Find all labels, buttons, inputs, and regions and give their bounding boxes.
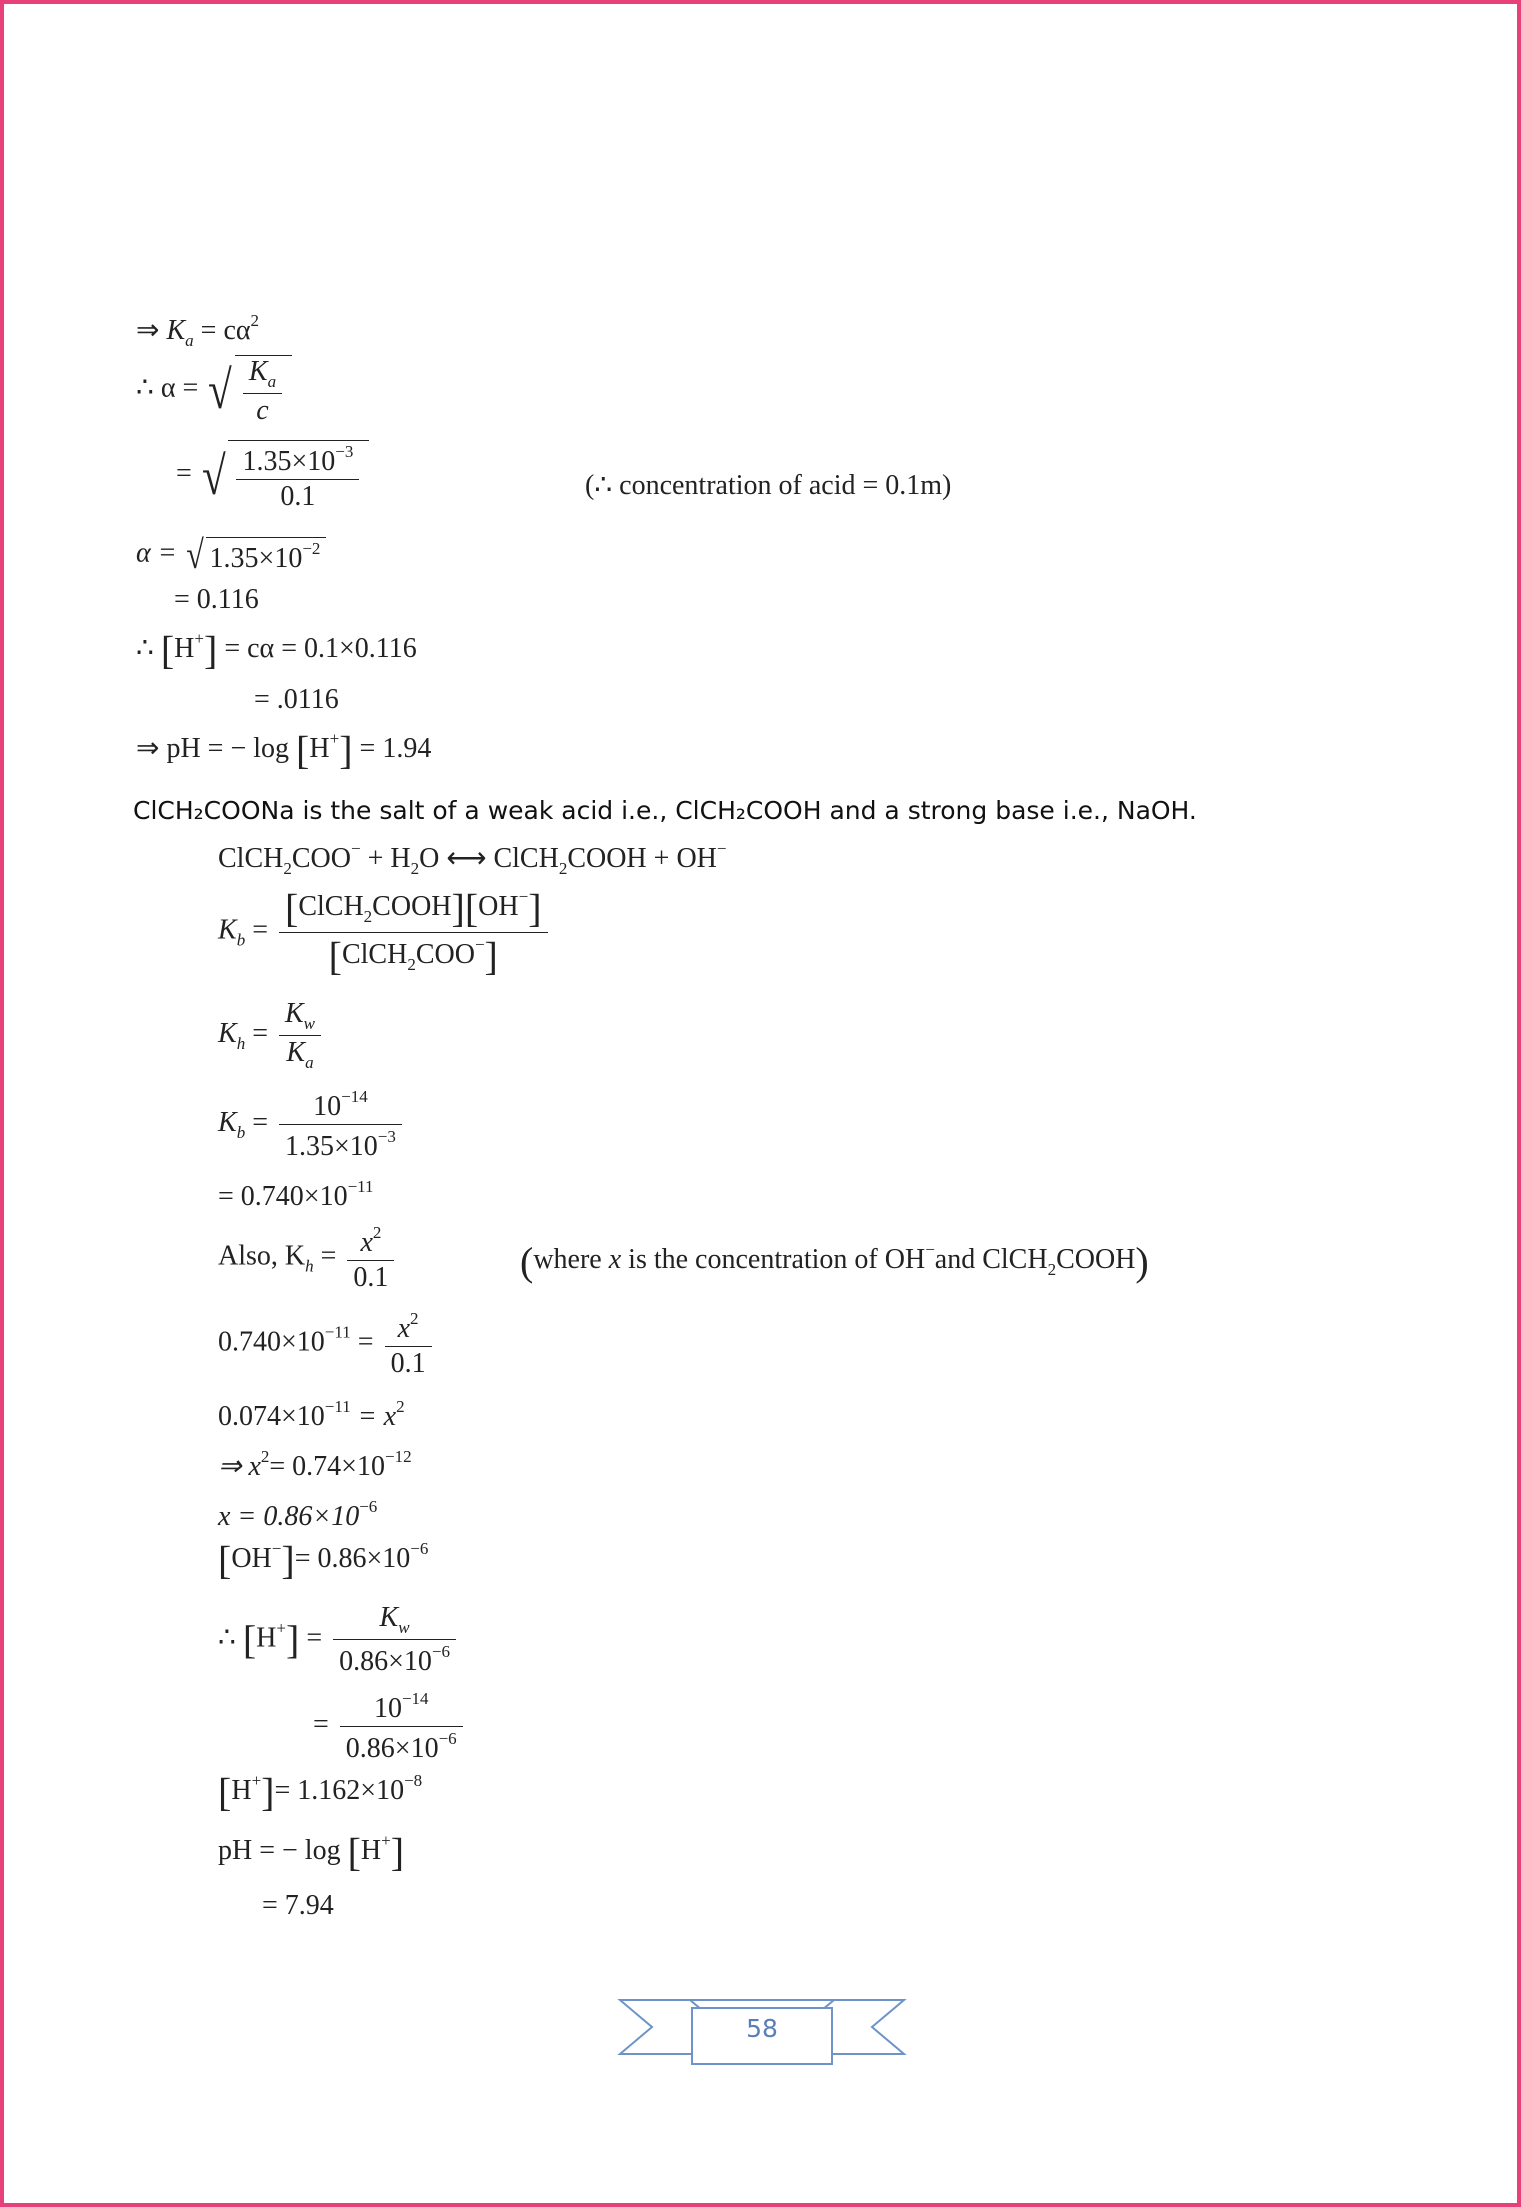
eq-h-numeric: = $\frac{10^{-14}}{0.86\times 10^{-6}}$ — [313, 1690, 467, 1763]
eq-kb-definition: $K_b$ = $\frac{[ClCH_2COOH][OH^-]}{[ClCH_2COO^-]}$ — [218, 888, 552, 976]
hydrolysis-reaction: ClCH$_2$COO− + $H_2O$ ⟷ ClCH$_2$COOH + OH− — [218, 839, 727, 878]
eq-alpha-result: = 0.116 — [174, 584, 259, 615]
eq-alpha-numeric: = √ $\frac{1.35\times 10^{-3}}{0.1}$ — [176, 440, 369, 511]
eq-alpha-sqrt: ∴ α = √ $\frac{K_a}{c}$ — [136, 355, 292, 425]
page-number: 58 — [746, 2014, 778, 2043]
note-concentration: (∴ concentration of acid = 0.1m) — [585, 470, 952, 501]
eq-h-conc: ∴ [H+] = cα = 0.1×0.116 — [136, 627, 417, 673]
eq-h-from-kw: ∴ [H+] = $\frac{K_w}{0.86\times 10^{-6}}$ — [218, 1604, 460, 1676]
eq-ph-2: pH = − log [H+] — [218, 1829, 405, 1875]
eq-ph-1: ⇒ pH = − log [H+] = 1.94 — [136, 727, 432, 773]
eq-oh-conc: $[OH^-]= 0.86\times 10^{-6}$ — [218, 1537, 429, 1583]
eq-x-squared: $0.074\times 10^{-11} = x^2$ — [218, 1397, 405, 1432]
eq-x-squared-value: ⇒ $x^2= 0.74\times 10^{-12}$ — [218, 1447, 412, 1482]
eq-h-result: $[H^+]= 1.162\times 10^{-8}$ — [218, 1769, 423, 1815]
eq-x-squared-frac: $0.740\times 10^{-11}$ = $\frac{x^2}{0.1}$ — [218, 1310, 436, 1378]
eq-kb-numeric: $K_b$ = $\frac{10^{-14}}{1.35\times 10^{-3}}$ — [218, 1088, 406, 1161]
eq-h-conc-result: = .0116 — [254, 684, 339, 715]
eq-ph-result: = 7.94 — [262, 1890, 334, 1921]
salt-description: ClCH₂COONa is the salt of a weak acid i.e., ClCH₂COOH and a strong base i.e., NaOH. — [133, 796, 1197, 825]
eq-also-kh: Also, $K_h$ = $\frac{x^2}{0.1}$ — [218, 1224, 398, 1292]
eq-kb-result: = $0.740\times 10^{-11}$ — [218, 1177, 374, 1212]
page-number-ribbon — [612, 1992, 912, 2072]
eq-kh-kw-ka: $K_h$ = $\frac{K_w}{K_a}$ — [218, 1000, 325, 1071]
eq-x-value: $x = 0.86\times 10^{-6}$ — [218, 1497, 378, 1532]
note-x-definition: (where x is the concentration of OH−and ClCH$_2$COOH) — [520, 1239, 1149, 1284]
eq-alpha-value-root: α = √ $1.35\times 10^{-2}$ — [136, 535, 326, 575]
eq-ka: ⇒ $K_a = c\alpha^2$ — [136, 311, 260, 350]
